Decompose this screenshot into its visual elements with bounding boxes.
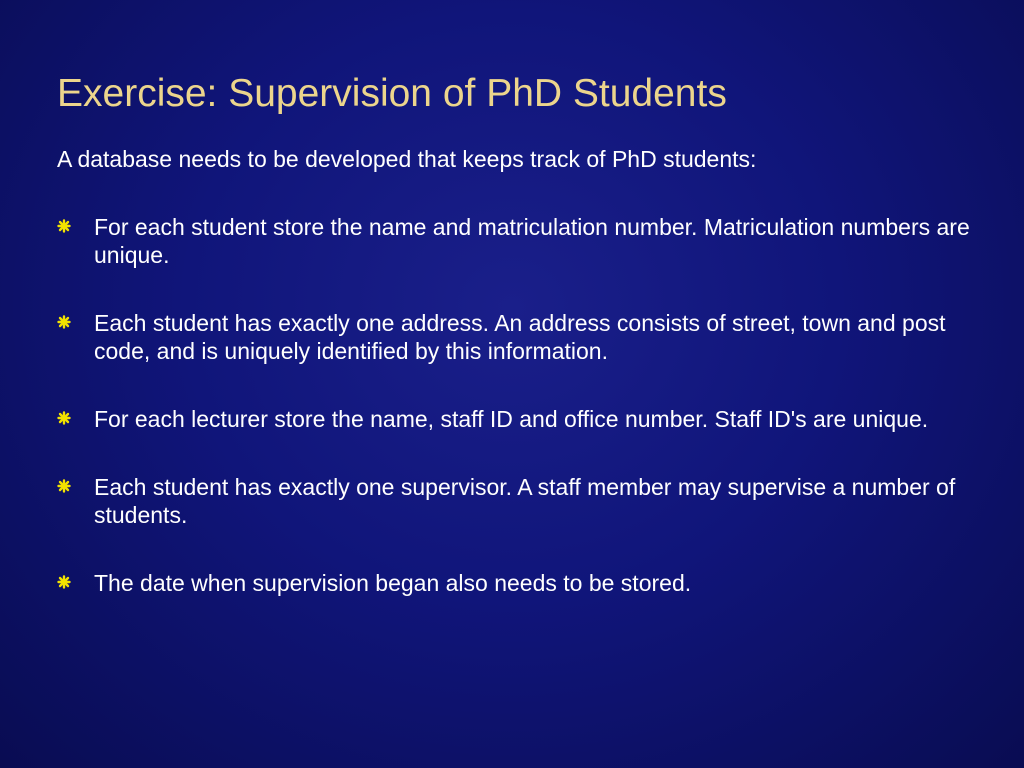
- asterisk-bullet-icon: [57, 575, 71, 589]
- bullet-item: [57, 405, 992, 433]
- intro-text: A database needs to be developed that keeps track of PhD students:: [57, 146, 757, 172]
- bullet-text: For each student store the name and matriculation number. Matriculation numbers are unique.: [94, 214, 970, 268]
- bullet-list: [57, 213, 992, 637]
- asterisk-bullet-icon: [57, 479, 71, 493]
- bullet-item: [57, 569, 992, 597]
- bullet-text: Each student has exactly one supervisor. A staff member may supervise a number of students.: [94, 474, 956, 528]
- asterisk-bullet-icon: [57, 411, 71, 425]
- bullet-text: For each lecturer store the name, staff ID and office number. Staff ID's are unique.: [94, 406, 929, 432]
- bullet-item: [57, 213, 992, 269]
- bullet-text: Each student has exactly one address. An address consists of street, town and post code, and is uniquely identified by this information.: [94, 310, 946, 364]
- asterisk-bullet-icon: [57, 315, 71, 329]
- asterisk-bullet-icon: [57, 219, 71, 233]
- slide-title: Exercise: Supervision of PhD Students: [57, 72, 727, 115]
- bullet-item: [57, 309, 992, 365]
- bullet-item: [57, 473, 992, 529]
- bullet-text: The date when supervision began also needs to be stored.: [94, 570, 692, 596]
